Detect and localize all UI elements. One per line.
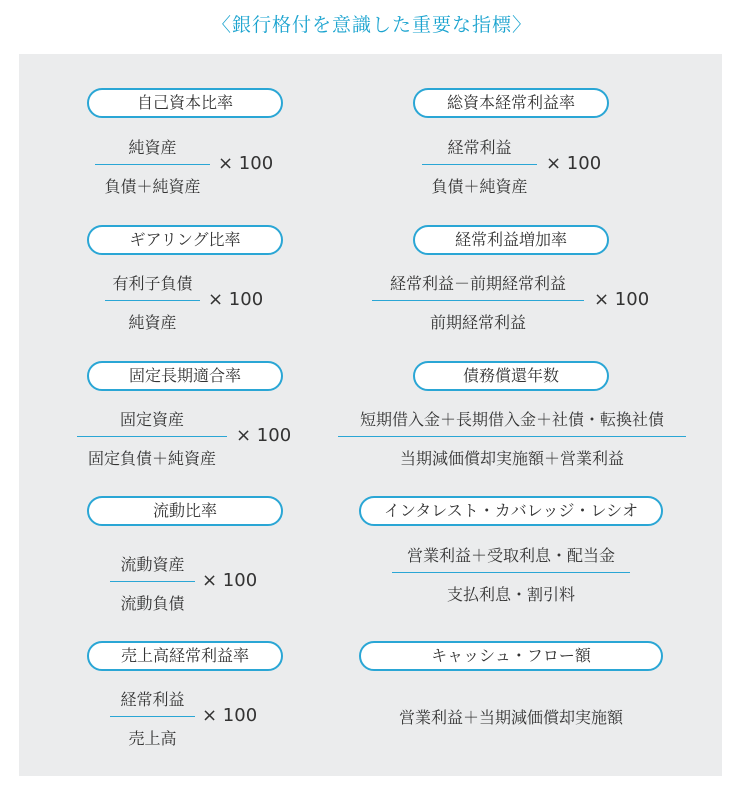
numerator: 短期借入金＋長期借入金＋社債・転換社債 (359, 410, 664, 429)
fraction-bar (95, 164, 210, 165)
numerator: 固定資産 (119, 410, 184, 429)
formula-fraction (392, 541, 630, 605)
denominator: 流動負債 (120, 594, 185, 613)
fraction-bar (110, 716, 195, 717)
formula-fraction (95, 133, 210, 197)
fraction-bar (77, 436, 227, 437)
fraction-bar (372, 300, 584, 301)
fraction-bar (338, 436, 686, 437)
denominator: 負債＋純資産 (104, 177, 201, 196)
times-100: × 100 (202, 570, 258, 591)
denominator: 当期減価償却実施額＋営業利益 (399, 449, 624, 468)
numerator: 経常利益 (120, 690, 185, 709)
indicator-label: 固定長期適合率 (87, 361, 283, 391)
formula-fraction (372, 269, 584, 333)
fraction-bar (105, 300, 200, 301)
formula-fraction (338, 405, 686, 469)
times-100: × 100 (236, 425, 292, 446)
indicator-label: キャッシュ・フロー額 (359, 641, 663, 671)
denominator: 支払利息・割引料 (446, 585, 575, 604)
numerator: 経常利益 (447, 138, 512, 157)
page-title: 〈銀行格付を意識した重要な指標〉 (211, 14, 532, 36)
times-100: × 100 (218, 153, 274, 174)
numerator: 有利子負債 (112, 274, 193, 293)
times-100: × 100 (208, 289, 264, 310)
indicator-label: インタレスト・カバレッジ・レシオ (359, 496, 663, 526)
indicator-label: 自己資本比率 (87, 88, 283, 118)
formula-fraction (422, 133, 537, 197)
fraction-bar (422, 164, 537, 165)
formula-fraction (77, 405, 227, 469)
denominator: 前期経常利益 (429, 313, 526, 332)
numerator: 流動資産 (120, 555, 185, 574)
denominator: 売上高 (128, 729, 177, 748)
indicator-label: 流動比率 (87, 496, 283, 526)
denominator: 純資産 (128, 313, 177, 332)
denominator: 固定負債＋純資産 (87, 449, 216, 468)
denominator: 負債＋純資産 (431, 177, 528, 196)
indicator-label: 債務償還年数 (413, 361, 609, 391)
formula-text: 営業利益＋当期減価償却実施額 (398, 708, 623, 727)
formula-fraction (105, 269, 200, 333)
indicator-label: 総資本経常利益率 (413, 88, 609, 118)
formula-fraction (110, 685, 195, 749)
times-100: × 100 (546, 153, 602, 174)
indicator-label: ギアリング比率 (87, 225, 283, 255)
times-100: × 100 (202, 705, 258, 726)
indicator-label: 経常利益増加率 (413, 225, 609, 255)
numerator: 営業利益＋受取利息・配当金 (406, 546, 615, 565)
fraction-bar (392, 572, 630, 573)
formula-fraction (110, 550, 195, 614)
numerator: 純資産 (128, 138, 177, 157)
indicator-label: 売上高経常利益率 (87, 641, 283, 671)
times-100: × 100 (594, 289, 650, 310)
numerator: 経常利益－前期経常利益 (389, 274, 566, 293)
fraction-bar (110, 581, 195, 582)
